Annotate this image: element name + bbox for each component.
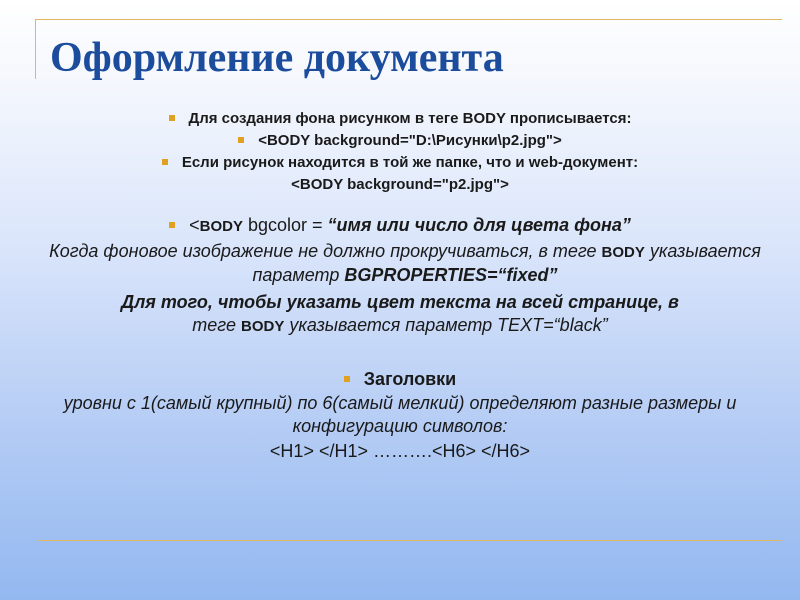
bullet-text: Для создания фона рисунком в теге BODY прописывается: xyxy=(188,110,632,127)
headings-description: уровни с 1(самый крупный) по 6(самый мелкий) определяют разные размеры и конфигурацию символов: xyxy=(63,393,737,436)
bgcolor-bullet xyxy=(20,214,780,238)
top-rule xyxy=(35,19,782,20)
headings-bullet xyxy=(20,368,780,391)
bgcolor-tag: BODY xyxy=(199,218,243,235)
square-bullet-icon xyxy=(162,159,168,165)
slide-title: Оформление документа xyxy=(50,35,504,81)
background-image-bullets xyxy=(40,108,760,196)
bullet-item xyxy=(40,174,760,196)
headings-label: Заголовки xyxy=(363,369,457,389)
bgcolor-prefix: < xyxy=(189,215,200,235)
text-color-line-1: Для того, чтобы указать цвет текста на всей странице, в xyxy=(121,292,679,312)
bullet-text: <BODY background="D:\Рисунки\p2.jpg"> xyxy=(258,132,562,149)
bottom-rule xyxy=(38,540,782,541)
headings-tags: <H1> </H1> ……….<H6> </H6> xyxy=(269,441,531,461)
square-bullet-icon xyxy=(169,222,175,228)
left-rule xyxy=(35,19,36,79)
bullet-item xyxy=(40,130,760,152)
scroll-param: BGPROPERTIES=“fixed” xyxy=(344,265,558,285)
bgproperties-paragraph xyxy=(40,240,770,287)
text-color-text-2: теге xyxy=(192,315,241,335)
bullet-item xyxy=(40,152,760,174)
bgcolor-attr: bgcolor = xyxy=(242,215,328,235)
scroll-text-2: указывается параметр xyxy=(252,241,761,285)
square-bullet-icon xyxy=(238,137,244,143)
bullet-text: Если рисунок находится в той же папке, что и web-документ: xyxy=(181,154,639,171)
square-bullet-icon xyxy=(344,376,350,382)
text-color-text-3: указывается параметр TEXT=“black” xyxy=(284,315,608,335)
scroll-text-1: Когда фоновое изображение не должно прокручиваться, в теге xyxy=(49,241,602,261)
text-color-tag: BODY xyxy=(240,318,285,335)
bullet-item xyxy=(40,108,760,130)
bgcolor-value: “имя или число для цвета фона” xyxy=(327,215,631,235)
square-bullet-icon xyxy=(169,115,175,121)
scroll-tag: BODY xyxy=(601,244,645,261)
text-color-paragraph xyxy=(20,291,780,338)
bullet-text: <BODY background="p2.jpg"> xyxy=(291,176,509,193)
